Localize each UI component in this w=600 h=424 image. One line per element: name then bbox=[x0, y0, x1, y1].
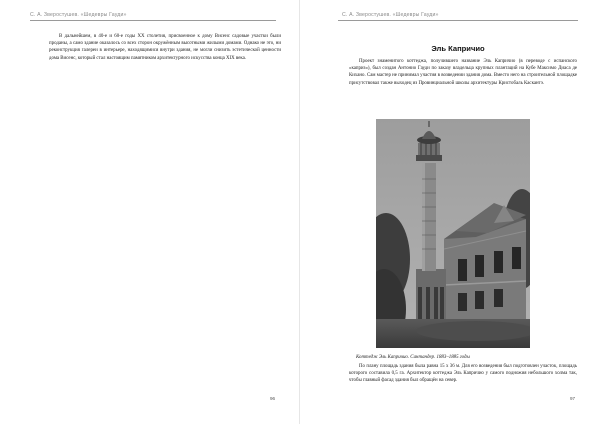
outro-text bbox=[349, 363, 577, 385]
left-body-text bbox=[49, 33, 281, 62]
photo-illustration bbox=[376, 119, 530, 348]
running-head-left: С. А. Зверостушев. «Шедевры Гауди» bbox=[30, 12, 127, 18]
right-page bbox=[300, 0, 600, 424]
page-number-left: 96 bbox=[270, 396, 276, 401]
intro-paragraph: Проект знаменитого коттеджа, получившего название Эль Капричио (в переводе с испанского «каприз»), был создан Антонио Гауди по заказу владельца крупных плантаций на Кубе Максимо Диаса де Кихано. Сам мастер не принимал участия в возведении здания дома. Вместо него на строительной площадке присутствовал также выходец из Провинциальной школы архитектуры Кристобаль Каскантэ. bbox=[349, 59, 577, 86]
el-capricho-photo bbox=[376, 119, 530, 348]
outro-paragraph: По плану площадь здания была равна 15 х 36 м. Для его возведения был подготовлен участок, площадь которого составила 0,5 га. Архитектор коттеджа Эль Капричио у самого подножия небольшого холма так, чтобы главный фасад здания был обращён на север. bbox=[349, 364, 577, 384]
photo-caption: Коттедж Эль Капричио. Сантандер. 1883–1885 годы bbox=[356, 355, 470, 360]
left-paragraph: В дальнейшем, в 40-е и 60-е годы XX столетия, присвоенное к дому Висенс садовые участки были проданы, а само здание оказалось со всех сторон окружённым высотными жилыми домами. Однако не это, ни реконструкция галереи в интерьере, находящимися внутри здания, не могли снизить эстетической ценности дома Висенс, который стал настоящим памятником архитектурного искусства конца XIX века. bbox=[49, 34, 281, 61]
intro-text bbox=[349, 58, 577, 87]
page-number-right: 97 bbox=[570, 396, 576, 401]
running-head-right: С. А. Зверостушев. «Шедевры Гауди» bbox=[342, 12, 439, 18]
chapter-title: Эль Капричио bbox=[431, 44, 485, 53]
header-rule-left bbox=[30, 20, 276, 21]
header-rule-right bbox=[338, 20, 578, 21]
